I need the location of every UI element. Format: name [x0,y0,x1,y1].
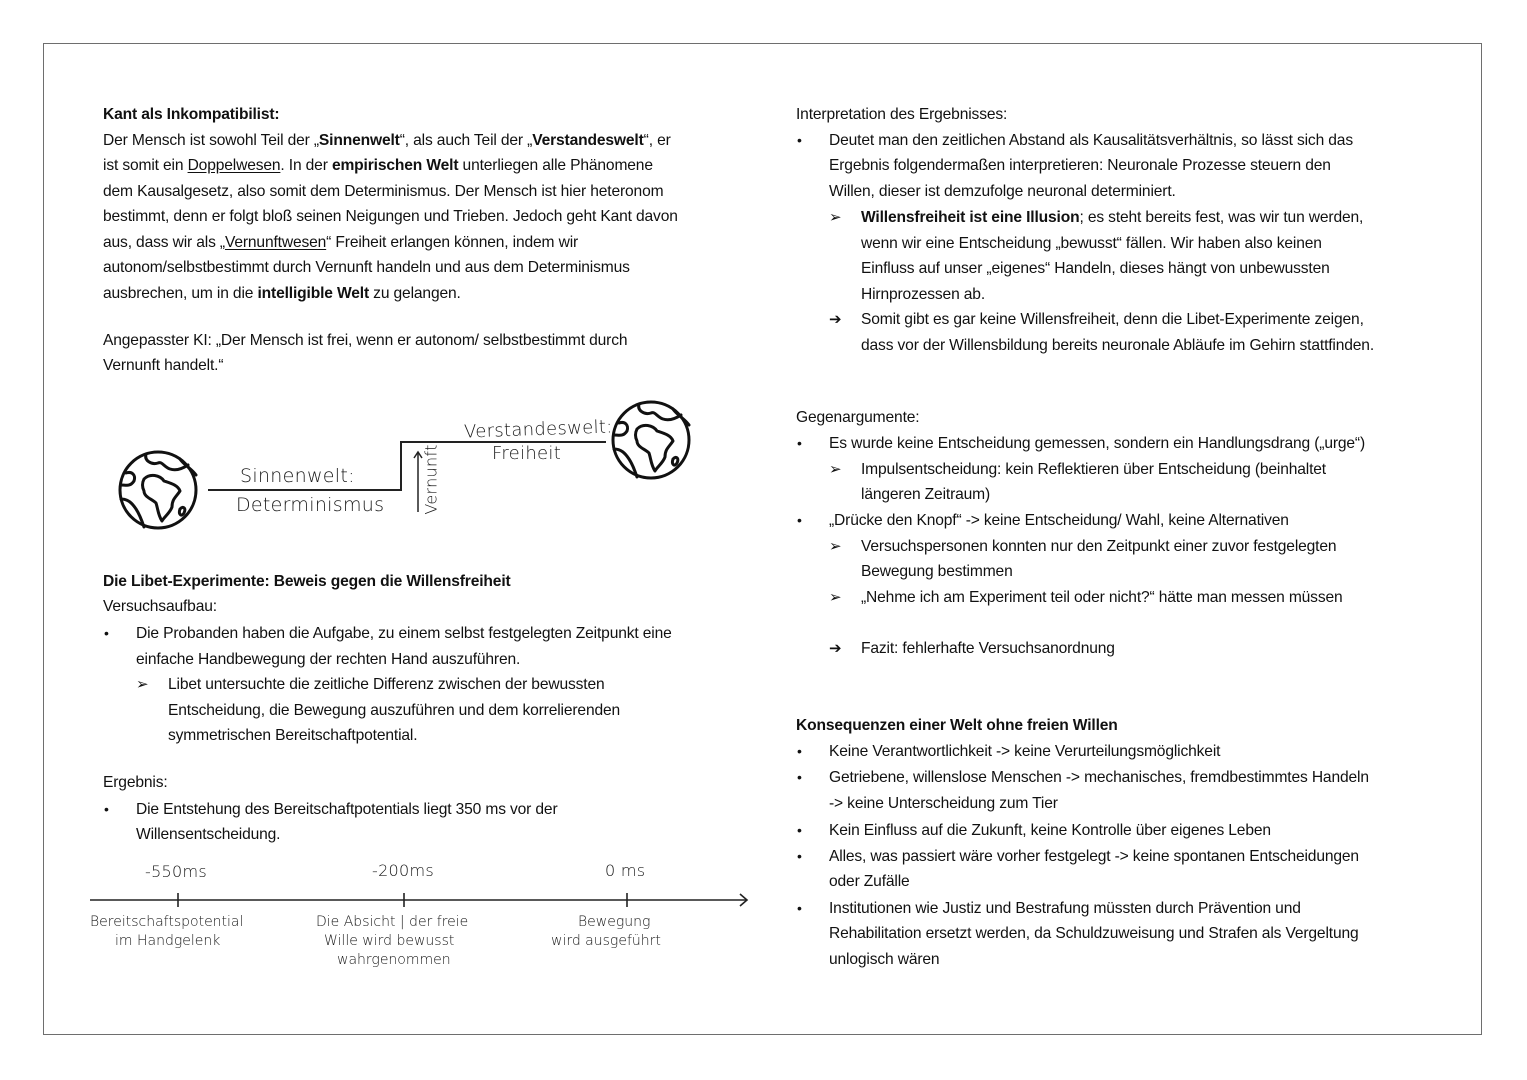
kant-line-3: dem Kausalgesetz, also somit dem Determinismus. Der Mensch ist hier heteronom [103,183,664,200]
fazit: Fazit: fehlerhafte Versuchsanordnung [861,640,1115,657]
conclusion-line-2: dass vor der Willensbildung bereits neuronale Abläufe im Gehirn stattfinden. [861,337,1375,354]
term-doppelwesen: Doppelwesen [187,157,281,174]
sub-bullet-icon: ➢ [829,589,842,606]
bullet-icon: • [797,435,802,451]
interp-sub-line-1 [861,205,1363,231]
term-vernunftwesen: Vernunftwesen [224,234,327,251]
bullet-icon: • [797,822,802,838]
counter-label: Gegenargumente: [796,409,920,426]
text: Der Mensch ist sowohl Teil der „ [103,132,319,149]
text: “, als auch Teil der „ [399,132,533,149]
bullet-icon: • [797,900,802,916]
tick-desc-200-line-2: Wille wird bewusst [324,933,455,949]
counter-b2: „Drücke den Knopf“ -> keine Entscheidung/ Wahl, keine Alternativen [829,512,1289,529]
sinnenwelt-label: Sinnenwelt: [240,465,355,487]
setup-sub-line-1: Libet untersuchte die zeitliche Differenz zwischen der bewussten [168,676,605,693]
tick-desc-550-line-2: im Handgelenk [115,933,221,949]
interp-line-2: Ergebnis folgendermaßen interpretieren: Neuronale Prozesse steuern den [829,157,1331,174]
verstandeswelt-label: Verstandeswelt: [463,416,613,443]
tick-desc-0-line-2: wird ausgeführt [551,933,661,949]
sub-bullet-icon: ➢ [829,209,842,226]
tick-label-550: -550ms [145,862,208,881]
interp-sub-line-3: Einfluss auf unser „eigenes“ Handeln, dieses hängt von unbewussten [861,260,1330,277]
bullet-icon: • [797,848,802,864]
text: ausbrechen, um in die [103,285,258,302]
counter-b2-sub1-2: Bewegung bestimmen [861,563,1013,580]
setup-bullet-line-1: Die Probanden haben die Aufgabe, zu einem selbst festgelegten Zeitpunkt eine [136,625,672,642]
setup-label: Versuchsaufbau: [103,598,217,615]
bullet-icon: • [797,132,802,148]
bullet-icon: • [104,625,109,641]
bullet-icon: • [104,801,109,817]
ki-line-1: Angepasster KI: „Der Mensch ist frei, wenn er autonom/ selbstbestimmt durch [103,332,628,349]
kant-title: Kant als Inkompatibilist: [103,106,280,123]
term-verstandeswelt: Verstandeswelt [532,132,644,149]
bullet-icon: • [797,743,802,759]
result-line-1: Die Entstehung des Bereitschaftpotentials liegt 350 ms vor der [136,801,558,818]
sub-bullet-icon: ➢ [829,461,842,478]
term-empirische-welt: empirischen Welt [331,157,459,174]
ki-line-2: Vernunft handelt.“ [103,357,224,374]
verstandeswelt-sub: Freiheit [492,443,562,464]
term-intelligible-welt: intelligible Welt [257,285,369,302]
counter-b1-sub-1: Impulsentscheidung: kein Reflektieren über Entscheidung (beinhaltet [861,461,1326,478]
text: ; es steht bereits fest, was wir tun werden, [1079,209,1364,226]
text: . In der [280,157,332,174]
text: aus, dass wir als „ [103,234,225,251]
text: zu gelangen. [369,285,461,302]
interpretation-label: Interpretation des Ergebnisses: [796,106,1008,123]
text: “, er [643,132,671,149]
sub-bullet-icon: ➢ [829,538,842,555]
tick-label-0: 0 ms [605,861,646,880]
interp-line-3: Willen, dieser ist demzufolge neuronal determiniert. [829,183,1176,200]
consequence-5-line-2: Rehabilitation ersetzt werden, da Schuldzuweisung und Strafen als Vergeltung [829,925,1359,942]
result-line-2: Willensentscheidung. [136,826,281,843]
setup-sub-line-2: Entscheidung, die Bewegung auszuführen und dem korrelierenden [168,702,621,719]
text: unterliegen alle Phänomene [458,157,653,174]
counter-b1: Es wurde keine Entscheidung gemessen, sondern ein Handlungsdrang („urge“) [829,435,1366,452]
consequence-3: Kein Einfluss auf die Zukunft, keine Kontrolle über eigenes Leben [829,822,1271,839]
libet-title: Die Libet-Experimente: Beweis gegen die Willensfreiheit [103,573,511,590]
counter-b1-sub-2: längeren Zeitraum) [861,486,991,503]
setup-bullet-line-2: einfache Handbewegung der rechten Hand auszuführen. [136,651,521,668]
arrow-right-icon: ➔ [829,311,842,328]
tick-desc-0-line-1: Bewegung [578,914,651,930]
arrow-right-icon: ➔ [829,640,842,657]
tick-label-200: -200ms [372,861,435,880]
conclusion-line-1: Somit gibt es gar keine Willensfreiheit, denn die Libet-Experimente zeigen, [861,311,1364,328]
consequence-2-line-2: -> keine Unterscheidung zum Tier [829,795,1058,812]
bullet-icon: • [797,512,802,528]
consequence-1: Keine Verantwortlichkeit -> keine Verurteilungsmöglichkeit [829,743,1221,760]
consequence-4-line-1: Alles, was passiert wäre vorher festgelegt -> keine spontanen Entscheidungen [829,848,1359,865]
tick-desc-200-line-3: wahrgenommen [337,952,451,968]
interp-line-1: Deutet man den zeitlichen Abstand als Kausalitätsverhältnis, so lässt sich das [829,132,1353,149]
counter-b2-sub1-1: Versuchspersonen konnten nur den Zeitpunkt einer zuvor festgelegten [861,538,1337,555]
consequence-5-line-3: unlogisch wären [829,951,940,968]
tick-desc-200-line-1: Die Absicht | der freie [316,914,469,930]
consequence-4-line-2: oder Zufälle [829,873,910,890]
sinnenwelt-sub: Determinismus [236,494,385,516]
sub-bullet-icon: ➢ [136,676,149,693]
interp-sub-line-4: Hirnprozessen ab. [861,286,985,303]
counter-b2-sub2: „Nehme ich am Experiment teil oder nicht?“ hätte man messen müssen [861,589,1343,606]
text: “ Freiheit erlangen können, indem wir [326,234,579,251]
vernunft-label: Vernunft [421,444,441,515]
tick-desc-550-line-1: Bereitschaftspotential [90,914,244,930]
kant-line-6: autonom/selbstbestimmt durch Vernunft handeln und aus dem Determinismus [103,259,630,276]
text: ist somit ein [103,157,188,174]
term-sinnenwelt: Sinnenwelt [318,132,400,149]
consequence-2-line-1: Getriebene, willenslose Menschen -> mechanisches, fremdbestimmtes Handeln [829,769,1369,786]
consequence-5-line-1: Institutionen wie Justiz und Bestrafung müssten durch Prävention und [829,900,1301,917]
interp-sub-line-2: wenn wir eine Entscheidung „bewusst“ fällen. Wir haben also keinen [861,235,1322,252]
consequences-title: Konsequenzen einer Welt ohne freien Willen [796,717,1118,734]
kant-line-4: bestimmt, denn er folgt bloß seinen Neigungen und Trieben. Jedoch geht Kant davon [103,208,678,225]
setup-sub-line-3: symmetrischen Bereitschaftpotential. [168,727,418,744]
result-label: Ergebnis: [103,774,168,791]
illusion-bold: Willensfreiheit ist eine Illusion [861,209,1080,226]
bullet-icon: • [797,769,802,785]
